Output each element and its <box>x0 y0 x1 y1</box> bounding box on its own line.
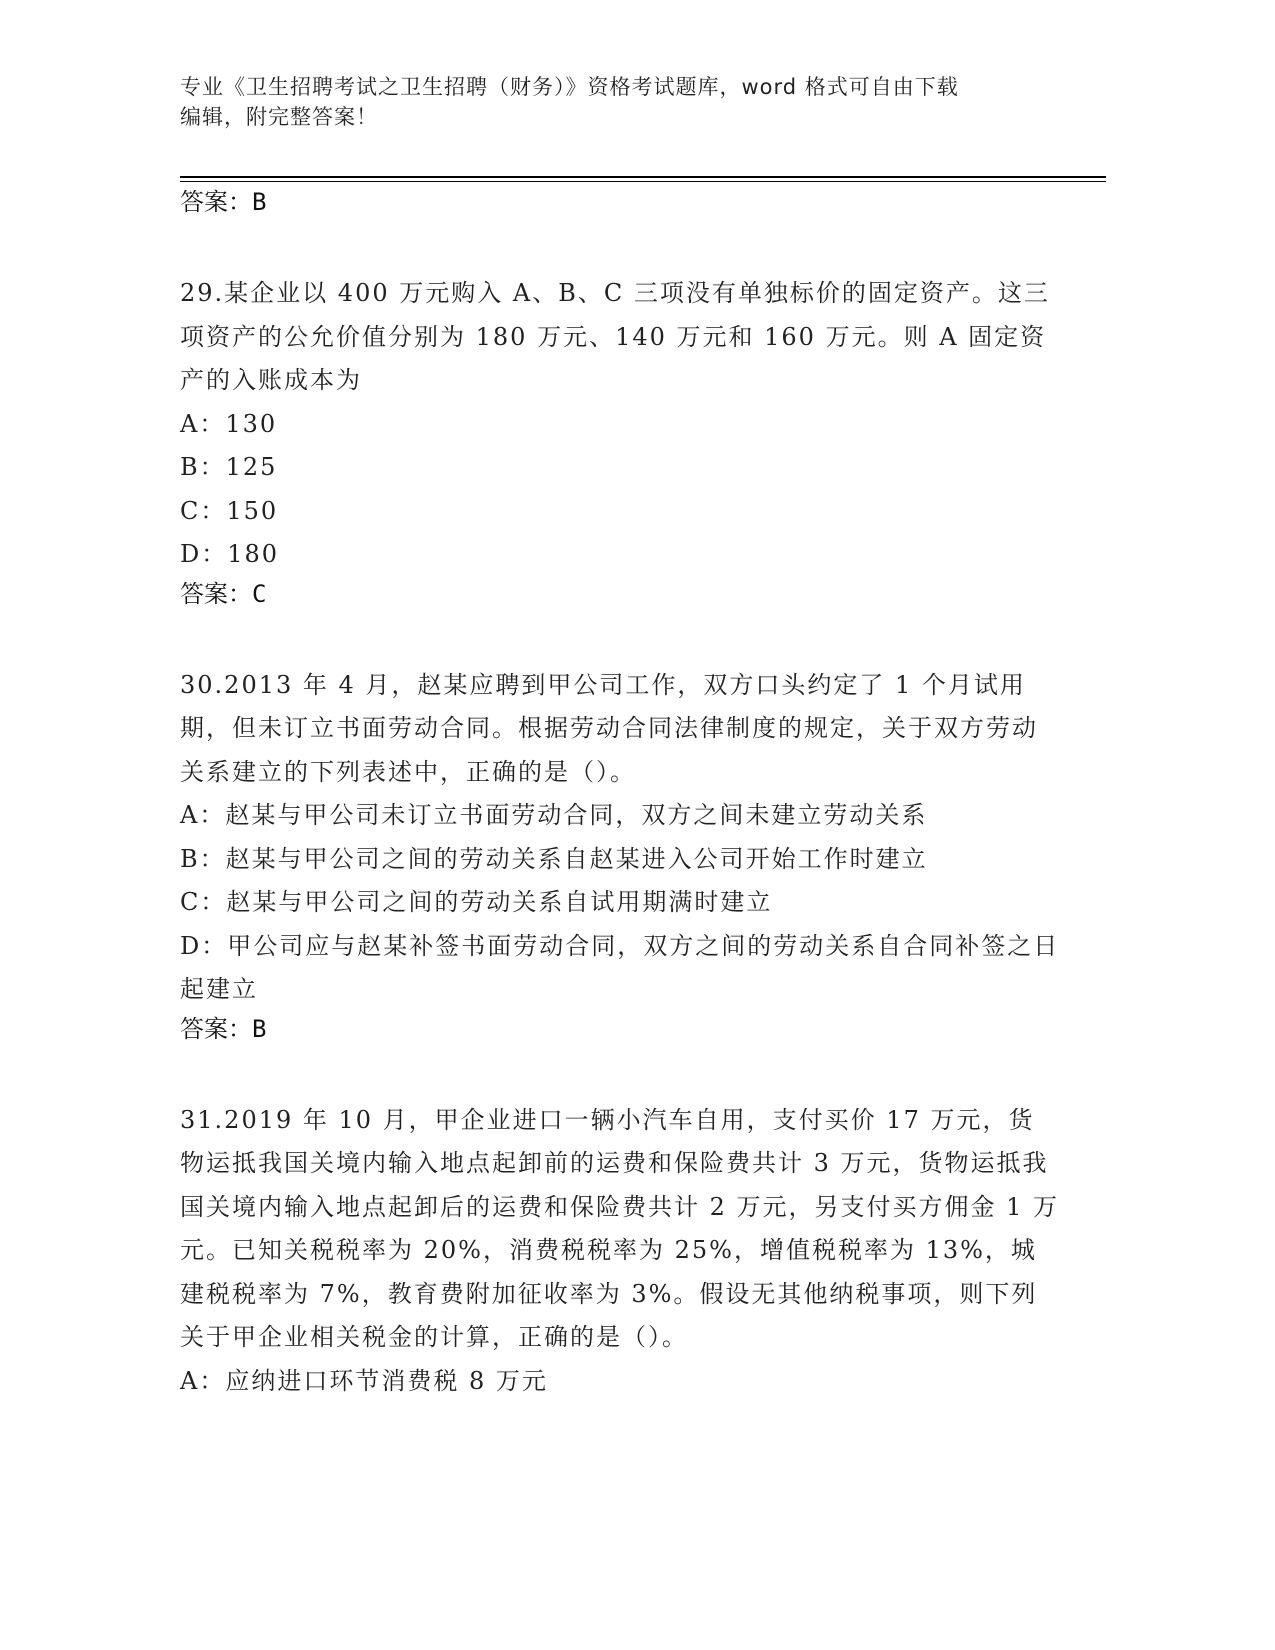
header-rule-thick <box>180 176 1106 178</box>
option-a: A：赵某与甲公司未订立书面劳动合同，双方之间未建立劳动关系 <box>180 801 928 829</box>
question-text: 30.2013 年 4 月，赵某应聘到甲公司工作，双方口头约定了 1 个月试用期，但未订立书面劳动合同。根据劳动合同法律制度的规定，关于双方劳动关系建立的下列表述中，正确的是（）。 <box>180 670 1038 786</box>
header-line-1: 专业《卫生招聘考试之卫生招聘（财务）》资格考试题库，word 格式可自由下载 <box>180 75 959 99</box>
option-c: C：赵某与甲公司之间的劳动关系自试用期满时建立 <box>180 888 773 916</box>
option-a: A：应纳进口环节消费税 8 万元 <box>180 1366 548 1395</box>
option-c: C：150 <box>180 496 279 525</box>
spacer <box>180 219 1060 272</box>
option-b: B：125 <box>180 453 278 481</box>
question-29 <box>180 272 1060 611</box>
spacer <box>180 611 1060 664</box>
question-text: 31.2019 年 10 月，甲企业进口一辆小汽车自用，支付买价 17 万元，货物运抵我国关境内输入地点起卸前的运费和保险费共计 3 万元，货物运抵我国关境内输入地点起卸后的运费和保险费共计 2 万元，另支付买方佣金 1 万元。已知关税税率为 20%，消费税税率为 25%，增值税税率为 13%，城建税税率为 7%，教育费附加征收率为 3%。假设无其他纳税事项，则下列关于甲企业相关税金的计算，正确的是（）。 <box>180 1105 1060 1351</box>
question-text: 29.某企业以 400 万元购入 A、B、C 三项没有单独标价的固定资产。这三项资产的公允价值分别为 180 万元、140 万元和 160 万元。则 A 固定资产的入账成本为 <box>180 279 1050 394</box>
answer-label: 答案： <box>180 188 252 216</box>
option-d: D：甲公司应与赵某补签书面劳动合同，双方之间的劳动关系自合同补签之日起建立 <box>180 931 1060 1003</box>
option-d: D：180 <box>180 540 280 568</box>
answer-value: B <box>252 188 267 216</box>
spacer <box>180 1046 1060 1099</box>
header-rule-thin <box>180 181 1106 182</box>
option-b: B：赵某与甲公司之间的劳动关系自赵某进入公司开始工作时建立 <box>180 844 928 873</box>
answer-value: B <box>252 1014 267 1043</box>
option-a: A：130 <box>180 409 278 438</box>
answer-label: 答案： <box>180 1014 252 1043</box>
document-header <box>180 72 1060 132</box>
document-body <box>180 185 1060 1403</box>
previous-answer <box>180 185 1060 219</box>
question-30 <box>180 664 1060 1046</box>
answer-value: C <box>252 579 267 608</box>
question-31 <box>180 1099 1060 1404</box>
header-line-2: 编辑，附完整答案！ <box>180 105 378 129</box>
answer-label: 答案： <box>180 579 252 608</box>
question-answer <box>180 577 1060 611</box>
question-answer <box>180 1012 1060 1046</box>
